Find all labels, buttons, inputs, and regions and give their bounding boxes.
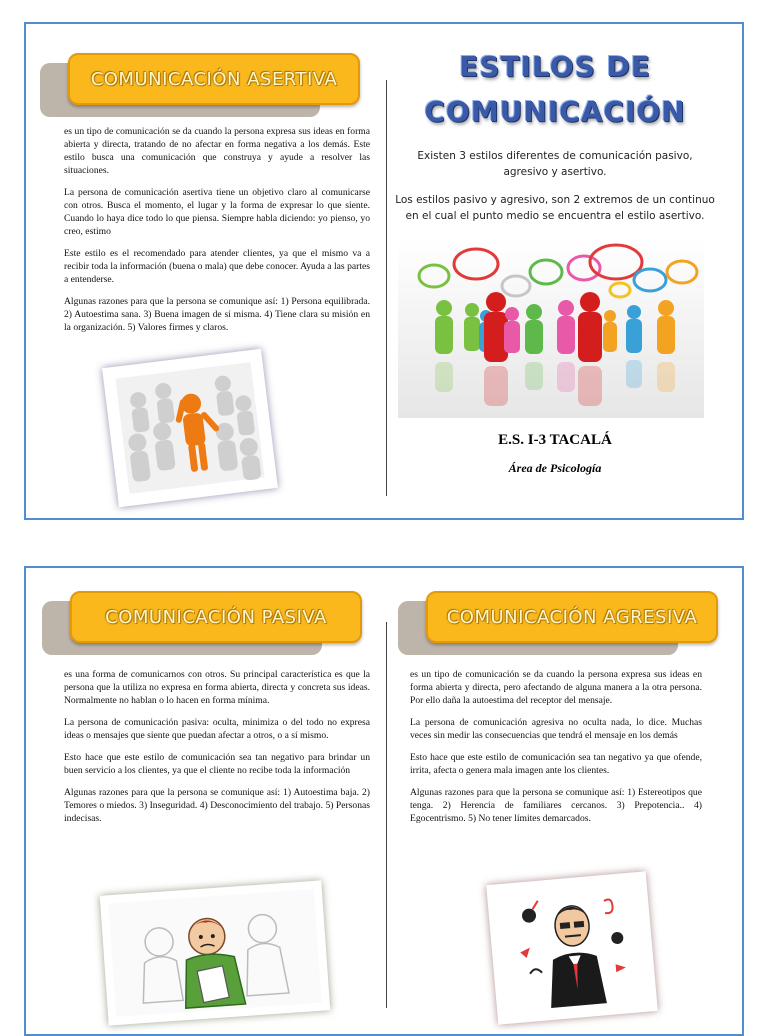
aggressive-paragraph: Esto hace que este estilo de comunicación sea tan negativo ya que ofende, irrita, afecta o genera mala imagen ante los clientes. bbox=[410, 752, 702, 776]
school-name: E.S. I-3 TACALÁ bbox=[498, 432, 612, 448]
assertive-paragraph: La persona de comunicación asertiva tiene un objetivo claro al comunicarse con otros. Busca el momento, el lugar y la forma de expresar lo que siente. Cuando lo haya dice todo lo que piensa. Siempre habla diciendo: yo pienso, yo creo, estimo bbox=[64, 187, 370, 237]
passive-heading-banner bbox=[42, 591, 362, 643]
aggressive-body bbox=[410, 668, 702, 834]
assertive-heading: COMUNICACIÓN ASERTIVA bbox=[90, 68, 338, 90]
passive-paragraph: Algunas razones para que la persona se comunique así: 1) Autoestima baja. 2) Temores o miedos. 3) Inseguridad. 4) Desconocimiento del trabajo. 5) Personas indecisas. bbox=[64, 787, 370, 824]
passive-paragraph: Esto hace que este estilo de comunicación sea tan negativo para brindar un buen servicio a los clientes, ya que el cliente no recibe toda la información bbox=[64, 752, 370, 776]
assertive-paragraph: Algunas razones para que la persona se comunique así: 1) Persona equilibrada. 2) Autoestima sana. 3) Buena imagen de sí misma. 4) Tiene clara su misión en la organización. 5) Valores firmes y claros. bbox=[64, 296, 370, 333]
passive-heading: COMUNICACIÓN PASIVA bbox=[105, 606, 327, 628]
aggressive-paragraph: es un tipo de comunicación se da cuando la persona expresa sus ideas en forma abierta y directa, pero afectando de alguna manera a la otra persona. Por ello daña la autoestima del receptor del mensaje. bbox=[410, 669, 702, 706]
intro-paragraph-1: Existen 3 estilos diferentes de comunicación pasivo, agresivo y asertivo. bbox=[417, 150, 693, 178]
aggressive-heading: COMUNICACIÓN AGRESIVA bbox=[446, 606, 698, 628]
assertive-heading-banner bbox=[40, 53, 360, 105]
aggressive-paragraph: Algunas razones para que la persona se comunique así: 1) Estereotipos que tenga. 2) Herencia de familiares cercanos. 3) Prepotencia.. 4) Egocentrismo. 5) No tener límites demarcados. bbox=[410, 787, 702, 824]
passive-body bbox=[64, 668, 370, 834]
assertive-body bbox=[64, 125, 370, 343]
intro-paragraph-2: Los estilos pasivo y agresivo, son 2 extremos de un continuo en el cual el punto medio se encuentra el estilo asertivo. bbox=[395, 194, 715, 222]
leader-figure-icon bbox=[102, 349, 278, 507]
passive-illustration bbox=[100, 880, 331, 1025]
passive-paragraph: La persona de comunicación pasiva: oculta, minimiza o del todo no expresa ideas o mensajes que siente que puedan afectar a otros, o a sí mismo. bbox=[64, 717, 370, 741]
department-name: Área de Psicología bbox=[508, 461, 602, 475]
assertive-paragraph: Este estilo es el recomendado para atender clientes, ya que el mismo va a recibir toda la información (buena o mala) que debe conocer. Ayuda a las partes a entenderse. bbox=[64, 248, 370, 285]
aggressive-heading-banner bbox=[398, 591, 718, 643]
aggressive-paragraph: La persona de comunicación agresiva no oculta nada, lo dice. Muchas veces sin medir las consecuencias que tendrá el mensaje en los demás bbox=[410, 717, 702, 741]
assertive-paragraph: es un tipo de comunicación se da cuando la persona expresa sus ideas en forma abierta y directa, tratando de no afectar en forma negativa a los demás. Este estilo busca una comunicación que construya y ayude a resolver las situaciones. bbox=[64, 126, 370, 176]
brochure-title-line2: COMUNICACIÓN bbox=[424, 95, 686, 128]
worried-person-icon bbox=[100, 880, 331, 1025]
communication-people-illustration bbox=[398, 238, 704, 418]
speech-bubbles-icon bbox=[398, 238, 704, 418]
column-divider bbox=[386, 80, 387, 496]
column-divider bbox=[386, 622, 387, 1008]
aggressive-illustration bbox=[486, 871, 658, 1024]
angry-man-icon bbox=[486, 871, 658, 1024]
assertive-illustration bbox=[102, 349, 278, 507]
passive-paragraph: es una forma de comunicarnos con otros. Su principal característica es que la persona que la utiliza no expresa en forma abierta, directa y concreta sus ideas. Normalmente no hablan o lo hacen en forma mínima. bbox=[64, 669, 370, 706]
brochure-title-line1: ESTILOS DE bbox=[459, 50, 651, 83]
